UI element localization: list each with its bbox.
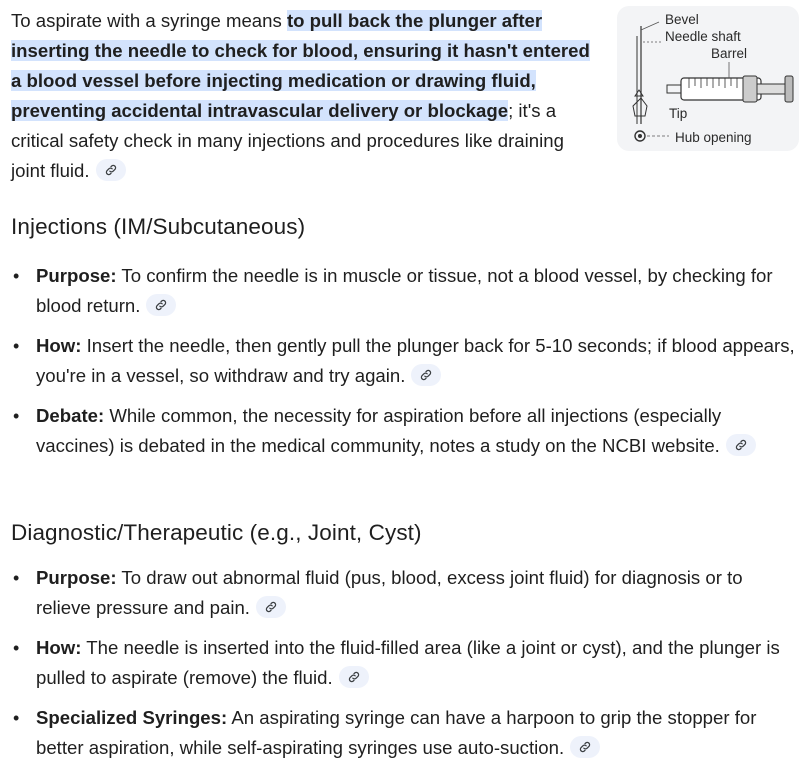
bullet-dot: • <box>13 708 20 728</box>
item-label: Purpose: <box>36 567 117 588</box>
item-text: Insert the needle, then gently pull the plunger back for 5-10 seconds; if blood appears, you're in a vessel, so withdraw and try again. <box>36 335 795 386</box>
label-bevel: Bevel <box>665 12 699 27</box>
bullet-dot: • <box>13 406 20 426</box>
list-item <box>11 563 795 623</box>
list-item <box>11 703 795 763</box>
bullet-dot: • <box>13 638 20 658</box>
link-icon <box>734 438 748 452</box>
diagnostic-list <box>11 563 795 773</box>
source-link-chip[interactable] <box>411 364 441 386</box>
item-text: An aspirating syringe can have a harpoon to grip the stopper for better aspiration, while self-aspirating syringes use auto-suction. <box>36 707 757 758</box>
bullet-dot: • <box>13 568 20 588</box>
label-barrel: Barrel <box>711 46 748 61</box>
source-link-chip[interactable] <box>146 294 176 316</box>
item-label: Debate: <box>36 405 105 426</box>
label-needle-shaft: Needle shaft <box>665 29 741 44</box>
injections-list <box>11 261 795 471</box>
intro-paragraph <box>11 6 596 186</box>
intro-lead: To aspirate with a syringe means <box>11 10 287 31</box>
section-title-injections: Injections (IM/Subcutaneous) <box>11 214 306 239</box>
source-link-chip[interactable] <box>570 736 600 758</box>
link-icon <box>347 670 361 684</box>
label-tip: Tip <box>669 106 688 121</box>
intro-block <box>11 6 795 188</box>
bullet-dot: • <box>13 266 20 286</box>
item-text: To draw out abnormal fluid (pus, blood, excess joint fluid) for diagnosis or to relieve pressure and pain. <box>36 567 743 618</box>
item-label: Specialized Syringes: <box>36 707 228 728</box>
list-item <box>11 331 795 391</box>
link-icon <box>578 740 592 754</box>
link-icon <box>104 163 118 177</box>
item-label: How: <box>36 335 82 356</box>
list-item <box>11 401 795 461</box>
source-link-chip[interactable] <box>726 434 756 456</box>
intro-tail: ; it's a critical safety check in many injections and procedures like draining joint fluid. <box>11 100 564 181</box>
source-link-chip[interactable] <box>339 666 369 688</box>
link-icon <box>264 600 278 614</box>
link-icon <box>154 298 168 312</box>
list-item <box>11 633 795 693</box>
syringe-diagram[interactable] <box>617 6 799 151</box>
section-title-diagnostic: Diagnostic/Therapeutic (e.g., Joint, Cyst) <box>11 520 422 545</box>
label-hub-opening: Hub opening <box>675 130 752 145</box>
bullet-dot: • <box>13 336 20 356</box>
link-icon <box>419 368 433 382</box>
source-link-chip[interactable] <box>96 159 126 181</box>
item-label: How: <box>36 637 82 658</box>
list-item <box>11 261 795 321</box>
ai-overview-content <box>11 6 795 758</box>
source-link-chip[interactable] <box>256 596 286 618</box>
item-label: Purpose: <box>36 265 117 286</box>
item-text: The needle is inserted into the fluid-filled area (like a joint or cyst), and the plunger is pulled to aspirate (remove) the fluid. <box>36 637 780 688</box>
intro-highlight: to pull back the plunger after inserting the needle to check for blood, ensuring it hasn't entered a blood vessel before injecting medication or drawing fluid, preventing accidental intravascular delivery or blockage <box>11 10 590 121</box>
item-text: To confirm the needle is in muscle or tissue, not a blood vessel, by checking for blood return. <box>36 265 773 316</box>
item-text: While common, the necessity for aspiration before all injections (especially vaccines) is debated in the medical community, notes a study on the NCBI website. <box>36 405 722 456</box>
